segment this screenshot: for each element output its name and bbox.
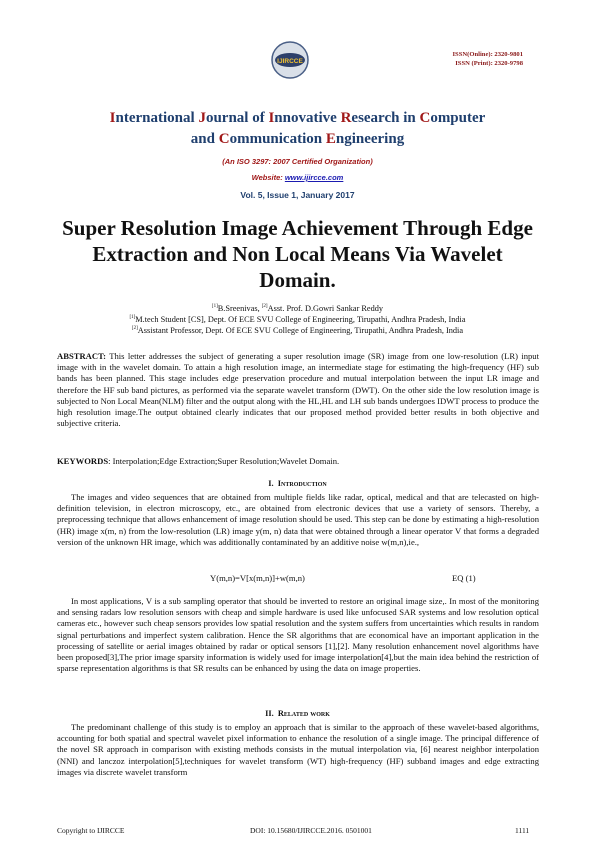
volume-issue: Vol. 5, Issue 1, January 2017 [240,190,355,200]
journal-title-fragment: I [109,110,116,126]
issn-print: ISSN (Print): 2320-9798 [455,60,523,67]
journal-title-line-2 [0,129,595,150]
journal-logo [270,40,310,80]
footer-doi: DOI: 10.15680/IJIRCCE.2016. 0501001 [250,826,372,835]
journal-title-fragment: and [190,131,219,147]
abstract-text: This letter addresses the subject of generating a super resolution image (SR) image from one low-resolution (LR) input image with in the wavelet domain. To attain a high resolution image, an intermediate stage for estimating the high-frequency (HF) sub bands has been planned. This stage includes edge preservation procedure and mutual interpolation between the input LR image and therefore the HF sub band pictures, as performed via the separate wavelet transform (DWT). On the other side the low resolution image is subjected to Non Local Mean(NLM) filter and the output along with the HL,HL and LH sub bands undergoes IDWT process to produce the high resolution image.The output obtained clearly indicates that our proposed method provided better results in both objective and subjective criteria. [57,351,539,429]
affiliation-1-text: M.tech Student [CS], Dept. Of ECE SVU College of Engineering, Tirupathi, Andhra Pradesh, India [135,315,466,324]
journal-title-fragment: C [419,110,431,126]
section-heading-introduction [0,479,595,488]
journal-title-fragment: ommunication [229,131,326,147]
journal-title-fragment: I [268,110,275,126]
footer-page-number: 1111 [515,826,530,835]
intro-paragraph-1: The images and video sequences that are obtained from multiple fields like radar, optical, medical and that are telecasted on high-definition television, in electron microscopy, etc., are obtained from electronic devices that use a variety of sensors. Thereby, a preprocessing technique that allows enhancement of image resolution should be used. This step can be done by estimating a high-resolution (HR) image x(m, n) from the low-resolution (LR) image y(m, n) data that were obtained through a linear operator V that forms a degraded version of the unknown HR image, which was additionally contaminated by an additive noise w(m,n),ie., [57,492,539,547]
related-work-paragraph-1: The predominant challenge of this study is to employ an approach that is similar to the approach of these wavelet-based algorithms, accounting for both spatial and spectral wavelet pixel information to enhance the resolution of a single image. The principal difference of the novel SR approach in comparison with existing methods consists in the mutual interpolation via, [6] nearest neighbor interpolation (NNI) and lanczoz interpolation[5],techniques for wavelet transform (WT) high-frequency (HF) subband images and edge extracting images via discrete wavelet transform [57,722,539,777]
website-link[interactable]: www.ijircce.com [284,173,344,182]
affiliation-2 [0,325,595,336]
footer-copyright: Copyright to IJIRCCE [57,826,125,835]
author2-sup: [2] [261,304,268,310]
journal-title-fragment: J [198,110,206,126]
journal-title-fragment: C [218,131,230,147]
journal-title-fragment: nnovative [274,110,341,126]
equation-1-label: EQ (1) [452,573,476,583]
issn-block [452,50,523,68]
affiliation-1-sup: [1] [129,315,136,321]
abstract [57,351,539,429]
equation-1: Y(m,n)=V[x(m,n)]+w(m,n) [210,573,305,583]
author1-sup: [1] [211,304,218,310]
journal-title [0,108,595,150]
journal-title-fragment: E [325,131,336,147]
author-names [0,303,595,314]
journal-title-fragment: ournal of [205,110,269,126]
section-2-number: II. [265,709,274,718]
section-1-number: I. [268,479,274,488]
abstract-label: ABSTRACT: [57,351,107,361]
journal-title-fragment: ngineering [335,131,405,147]
section-2-title: Related work [277,709,330,718]
journal-title-fragment: esearch in [351,110,420,126]
keywords-text: : Interpolation;Edge Extraction;Super Resolution;Wavelet Domain. [108,456,340,466]
issn-online: ISSN(Online): 2320-9801 [452,51,523,58]
keywords [57,456,539,467]
author1-name: B.Sreenivas, [217,304,262,313]
journal-title-line-1 [0,108,595,129]
website-line [0,173,595,182]
logo-text: IJIRCCE [277,58,303,65]
keywords-label: KEYWORDS [57,456,109,466]
affiliation-2-text: Assistant Professor, Dept. Of ECE SVU College of Engineering, Tirupathi, Andhra Pradesh, India [137,326,464,335]
section-1-title: Introduction [277,479,327,488]
author2-name: Asst. Prof. D.Gowri Sankar Reddy [267,304,384,313]
author-block [0,303,595,336]
paper-title: Super Resolution Image Achievement Through Edge Extraction and Non Local Means Via Wavelet Domain. [62,216,533,292]
intro-paragraph-2: In most applications, V is a sub sampling operator that should be inverted to restore an original image size,. In most of the monitoring and sensing radars low resolution sensors with cheap and simple hardware is used like unfocused SAR systems and low resolution optical cameras etc., however such cheap sensors provides low spatial resolution and the system suffers from uncertainties which results in random signal perturbations and imperfect system calibration. Hence the SR algorithms that are economical have an important application in the processing of satellite or aerial images obtained by radar or optical sensors [1],[2]. Many resolution enhancement novel algorithms have been proposed[3],The prior image sparsity information is widely used for image interpolation[4],but the main idea behind the restriction of sparse representation algorithms is that SR results can be enhanced by using the data on image properties. [57,596,539,674]
journal-title-fragment: omputer [430,110,486,126]
iso-certification: (An ISO 3297: 2007 Certified Organization) [222,157,373,166]
affiliation-1 [0,314,595,325]
section-heading-related-work [0,709,595,718]
website-label: Website: [251,173,285,182]
journal-title-fragment: R [340,110,352,126]
affiliation-2-sup: [2] [131,326,138,332]
journal-title-fragment: nternational [115,110,199,126]
